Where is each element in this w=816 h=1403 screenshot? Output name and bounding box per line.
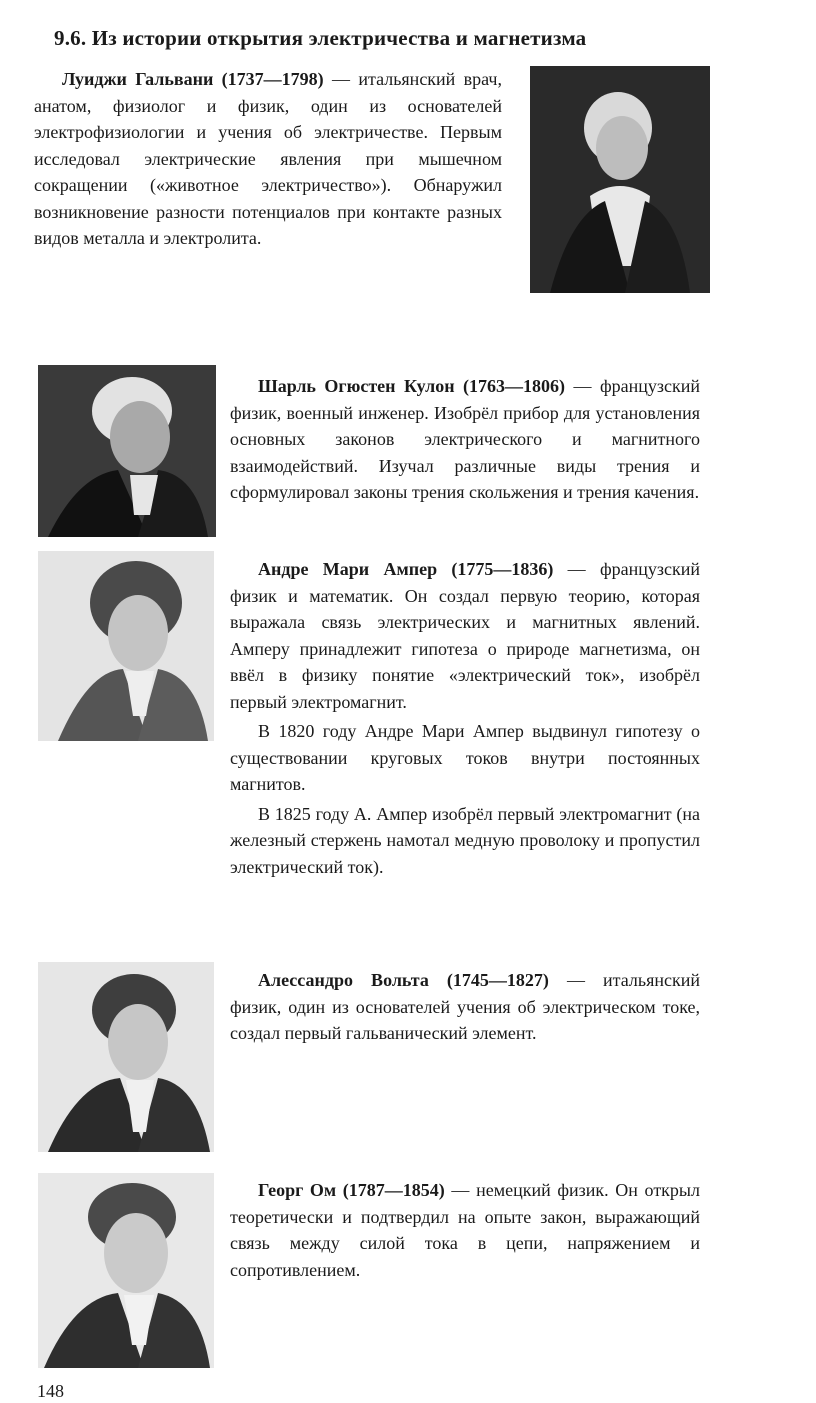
entry-name: Шарль Огюстен Кулон (1763—1806)	[258, 376, 566, 396]
entry-volta	[230, 967, 700, 1047]
entry-name: Луиджи Гальвани (1737—1798)	[62, 69, 324, 89]
portrait-coulomb	[38, 365, 216, 537]
page-title: 9.6. Из истории открытия электричества и магнетизма	[54, 26, 587, 50]
entry-galvani	[34, 66, 502, 252]
entry-text: — немецкий физик. Он открыл теоретически и подтвердил на опыте закон, выражающий связь между силой тока в цепи, напряжением и сопротивлением.	[230, 1180, 701, 1280]
entry-paragraph: В 1825 году А. Ампер изобрёл первый электромагнит (на железный стержень намотал медную проволоку и пропустил электрический ток).	[230, 803, 700, 877]
entry-text: — французский физик и математик. Он создал первую теорию, которая выражала связь электрических и магнитных явлений. Амперу принадлежит гипотеза о природе магнетизма, он ввёл в физику понятие «электрический ток», изобрёл первый электромагнит.	[230, 559, 701, 712]
entry-name: Георг Ом (1787—1854)	[258, 1180, 445, 1200]
entry-name: Алессандро Вольта (1745—1827)	[258, 970, 549, 990]
entry-text: — французский физик, военный инженер. Изобрёл прибор для установления основных законов электрического и магнитного взаимодействий. Изучал различные виды трения и сформулировал законы трения скольжения и трения качения.	[230, 376, 701, 502]
entry-paragraph: В 1820 году Андре Мари Ампер выдвинул гипотезу о существовании круговых токов внутри постоянных магнитов.	[230, 721, 700, 794]
entry-coulomb	[230, 373, 700, 506]
entry-ampere	[230, 556, 700, 880]
entry-text: — итальянский физик, один из основателей учения об электрическом токе, создал первый гальванический элемент.	[230, 970, 700, 1043]
portrait-ampere	[38, 551, 214, 741]
entry-text: — итальянский врач, анатом, физиолог и физик, один из основателей электрофизиологии и учения об электричестве. Первым исследовал электрические явления при мышечном сокращении («животное электричество»). Обнаружил возникновение разности потенциалов при контакте разных видов металла и электролита.	[34, 69, 502, 248]
entry-name: Андре Мари Ампер (1775—1836)	[258, 559, 554, 579]
portrait-galvani	[530, 66, 710, 293]
entry-ohm	[230, 1177, 700, 1283]
portrait-ohm	[38, 1173, 214, 1368]
page-number: 148	[37, 1381, 64, 1401]
portrait-volta	[38, 962, 214, 1152]
